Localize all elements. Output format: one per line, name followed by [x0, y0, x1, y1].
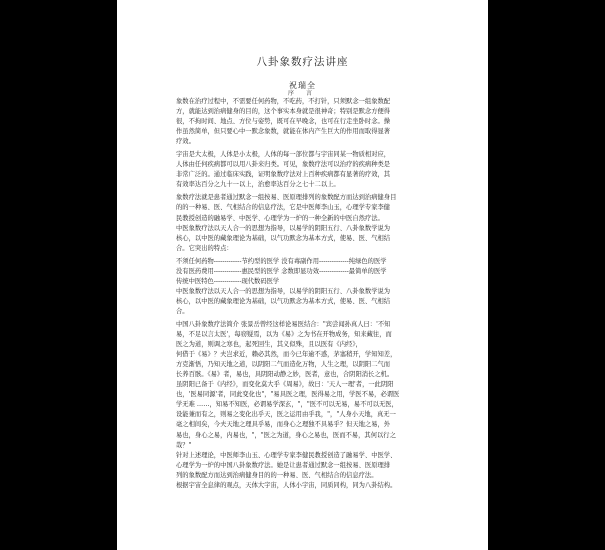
text-line: 核心，以中医的藏象理论为基础，以气功默念为基本方式，使易、医、气相结 [176, 234, 391, 242]
preface-heading: 序 言 [288, 90, 317, 97]
text-line: 方，就能达到治病健身的目的，这个事实本身就是很神奇；特别是默念方便得 [176, 108, 391, 116]
document-page [117, 0, 488, 550]
text-line: 合。它突出的特点： [176, 244, 233, 252]
text-line: 易也，身心之易，内易也，"，"医之为道，身心之易也，医而不易，其何以行之 [176, 431, 396, 439]
text-line: 宇宙是大太极，人体是小太极，人体的每一部位都与宇宙同某一物质相对应， [176, 151, 391, 159]
text-line: 虽阴阳已备于《内经》，而变化莫大乎《周易》，故曰：'天人一理'者，一此阴阳 [176, 381, 394, 389]
text-line: 核心，以中医的藏象理论为基础，以气功默念为基本方式，使易、医、气相结 [176, 297, 391, 305]
document-title: 八卦象数疗法讲座 [256, 56, 349, 68]
text-line: 心理学为一炉的中国八卦象数疗法。她是让患者通过默念一组按易、医原理排 [176, 461, 391, 469]
text-line: 的的一种易、医、气相结合的信息疗法，它是中医师李山玉，心理学专家李健 [176, 204, 391, 212]
text-line: 很，不拘时间、地点、方位与姿势，既可在早晚念，也可在行走坐卧时念。操 [176, 118, 391, 126]
text-line: 毫之相间矣，今夫天地之理具乎易，而身心之理独不具易乎？但天地之易，外 [176, 421, 391, 429]
text-line: 哉？" [176, 441, 192, 449]
text-line: 非常广泛的。通过临床实践，证明象数疗法对上百种疾病都有显著的疗效，其 [176, 171, 391, 179]
text-line: 根据宇宙全息律的观点，天体大宇宙，人体小宇宙，同质同构，同为八卦结构。 [176, 481, 397, 489]
text-line: 有效率达百分之九十一以上，治愈率达百分之七十二以上。 [176, 181, 340, 189]
text-line: 何借于《易》？夫岂求近，赖必其然，而今已年逾不惑，茅塞稍开，学知知差， [176, 351, 397, 359]
text-line: 作虽然简单，但只要心中一默念象数，就能在体内产生巨大的作用而取得显著 [176, 128, 391, 136]
text-line: 列的象数配方而达到治病健身目的的一种易、医、气相结合的信息疗法。 [176, 471, 378, 479]
text-line: 传统中医特色-------------现代数码医学 [176, 277, 280, 285]
text-line: 中医象数疗法以天人合一的思想为指导，以易学的阴阳五行、八卦象数学说为 [176, 287, 391, 295]
text-line: 学无难 ……，知易不知医，必谓易学深玄，"，"医不可以无易，易不可以无医， [176, 401, 398, 409]
text-line: 长养百骸。《易》者，易也，具阴阳动静之妙，医者，意也，合阴阳消长之机。 [176, 371, 394, 379]
text-line: 疗效。 [176, 138, 195, 146]
document-body [176, 97, 440, 491]
text-line: 人体由任何疾病都可以用八卦来归类。可见，象数疗法可以治疗的疾病种类是 [176, 161, 391, 169]
text-line: 合。 [176, 307, 189, 315]
text-line: 也，'医易同源'者，同此变化也"，"易具医之理，医得易之用，学医不易，必谓医 [176, 391, 400, 399]
text-line: 没有医药费用-------------惠民型的医学 念数即显功效--------------最简单的医学 [176, 267, 387, 275]
text-line: 民教授创造的融易学、中医学、心理学为一炉的一种全新的中医自然疗法。 [176, 214, 384, 222]
text-line: 中医象数疗法以天人合一的思想为指导，以易学的阴阳五行、八卦象数学说为 [176, 224, 391, 232]
text-line: 象数在治疗过程中，不需要任何药物，不吃药，不打针，只须默念一组象数配 [176, 98, 391, 105]
text-line: 设能兼而有之，则易之变化出乎天，医之运用由乎我，"，"人身小天地，真无一 [176, 411, 396, 419]
text-line: 针对上述理论，中医师李山玉、心理学专家李健民教授创造了融易学、中医学、 [176, 451, 397, 459]
text-line: 易，不足以言太医'，每窃疑焉，以为《易》之为书在开物成务，知来藏往，而 [176, 331, 392, 339]
author-name: 祝瑞全 [289, 81, 316, 90]
text-line: 医之为道，则调之寒也，起死回生，其义似殊，且以医有《内经》， [176, 341, 362, 349]
text-line: 中国八卦象数疗法简介 张景岳曾经这样论易医结合："宾尝闻孙真人曰：'不知 [176, 320, 391, 328]
text-line: 象数疗法就是患者通过默念一组按易、医原理排列的象数配方而达到治病健身目 [176, 194, 397, 202]
text-line: 不须任何药物-------------节约型的医学 没有毒副作用--------------纯绿色的医学 [176, 257, 387, 265]
text-line: 方克渐悟，乃知天地之道，以阴阳二气而造化万物，人生之理，以阴阳二气而 [176, 361, 391, 369]
